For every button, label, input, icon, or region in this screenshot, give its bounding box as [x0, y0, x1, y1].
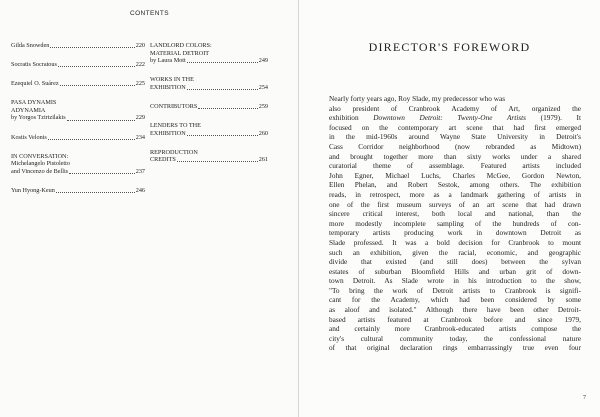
- toc-entry-text: Michelangelo Pistoletto: [11, 160, 70, 168]
- toc-entry-line-with-page: [11, 114, 145, 122]
- toc-entry[interactable]: [11, 153, 145, 176]
- toc-entry-line: [11, 107, 145, 115]
- toc-entry-line: [11, 160, 145, 168]
- right-page: [299, 0, 600, 417]
- toc-page-number: 254: [258, 83, 268, 91]
- body-line: town Detroit. As Slade wrote in his introduction to the show,: [329, 276, 581, 286]
- toc-page-number: 249: [258, 57, 268, 65]
- foreword-title: DIRECTOR'S FOREWORD: [368, 40, 531, 54]
- toc-page-number: 222: [135, 61, 145, 69]
- toc-entry-text: Kostis Velonis: [11, 133, 47, 141]
- toc-leader-dots: [187, 61, 258, 63]
- toc-entry-line-with-page: [11, 134, 145, 142]
- toc-leader-dots: [60, 84, 135, 86]
- body-line: focused on the contemporary art scene that had first emerged: [329, 122, 581, 132]
- toc-entry-text: and Vincenzo de Bellis: [11, 167, 69, 175]
- body-line: estates of suburban Bloomfield Hills and urban grit of down-: [329, 266, 581, 276]
- toc-entry-line: [11, 153, 145, 161]
- toc-entry-text: WORKS IN THE: [150, 76, 194, 84]
- toc-leader-dots: [198, 107, 257, 109]
- toc-page-number: 260: [258, 129, 268, 137]
- toc-entry-line-with-page: [11, 61, 145, 69]
- toc-entry-text: Socratis Socratous: [11, 61, 57, 69]
- body-line: reads, in retrospect, more as a landmark gathering of artists in: [329, 189, 581, 199]
- toc-entry[interactable]: [150, 122, 268, 137]
- exhibition-title-italic: Downtown Detroit: Twenty-One Artists: [373, 113, 527, 123]
- toc-entry-line: [150, 50, 268, 58]
- foreword-body: [329, 94, 581, 353]
- toc-entry-text: IN CONVERSATION:: [11, 152, 69, 160]
- toc-entry-line: [150, 76, 268, 84]
- body-line: Nearly forty years ago, Roy Slade, my predecessor who was: [329, 94, 506, 103]
- left-page: [0, 0, 299, 417]
- body-line: temporary artists producing work in downtown Detroit as: [329, 228, 581, 238]
- toc-entry-text: Yun Hyong-Keun: [11, 186, 55, 194]
- contents-title: CONTENTS: [130, 10, 169, 17]
- toc-entry-line: [150, 42, 268, 50]
- toc-leader-dots: [187, 134, 258, 136]
- toc-leader-dots: [177, 160, 258, 162]
- toc-entry-text: MATERIAL DETROIT: [150, 49, 210, 57]
- body-line: one of the first museum surveys of an art scene that had drawn: [329, 199, 581, 209]
- body-line: divide that existed (and still does) between the sylvan: [329, 257, 581, 267]
- body-line: as aloof and isolated." Although there have been other Detroit-: [329, 305, 581, 315]
- toc-page-number: 259: [258, 102, 268, 110]
- toc-page-number: 229: [135, 114, 145, 122]
- toc-column-2: [150, 42, 268, 175]
- body-line: and brought together more than sixty works under a shared: [329, 151, 581, 161]
- toc-entry-text: CREDITS: [150, 156, 176, 164]
- toc-entry[interactable]: [11, 61, 145, 69]
- toc-leader-dots: [56, 191, 135, 193]
- toc-entry-line: [150, 149, 268, 157]
- page-number: 7: [583, 395, 586, 401]
- toc-page-number: 246: [135, 186, 145, 194]
- toc-entry-text: LANDLORD COLORS:: [150, 42, 212, 49]
- toc-entry-text: PASA DYNAMIS: [11, 99, 57, 107]
- toc-page-number: 234: [135, 133, 145, 141]
- toc-leader-dots: [69, 172, 135, 174]
- toc-entry-line-with-page: [11, 187, 145, 195]
- toc-entry-text: CONTRIBUTORS: [150, 102, 198, 110]
- toc-entry-text: LENDERS TO THE: [150, 122, 201, 130]
- toc-leader-dots: [58, 65, 135, 67]
- body-line: curatorial theme of assemblage. Featured artists included: [329, 161, 581, 171]
- toc-entry[interactable]: [11, 187, 145, 195]
- body-line: and certainly more Cranbrook-educated artists compose the: [329, 324, 581, 334]
- body-line: Ellen Phelan, and Robert Sestok, among others. The exhibition: [329, 180, 581, 190]
- toc-column-1: [11, 42, 145, 206]
- body-line: John Egner, Michael Luchs, Charles McGee, Gordon Newton,: [329, 170, 581, 180]
- body-line: Cass Corridor neighborhood (now rebranded as Midtown): [329, 141, 581, 151]
- body-line: based artists featured at Cranbrook before and since 1979,: [329, 314, 581, 324]
- toc-page-number: 261: [258, 156, 268, 164]
- toc-entry[interactable]: [150, 76, 268, 91]
- toc-entry-line-with-page: [150, 57, 268, 65]
- toc-entry-text: REPRODUCTION: [150, 148, 198, 156]
- toc-page-number: 220: [135, 42, 145, 49]
- toc-page-number: 237: [135, 167, 145, 175]
- toc-entry-line-with-page: [11, 80, 145, 88]
- toc-entry-text: Gilda Snowden: [11, 42, 50, 49]
- toc-entry-text: by Laura Mott: [150, 57, 186, 65]
- toc-entry-line: [150, 122, 268, 130]
- body-line: more modestly incomplete sampling of the hundreds of con-: [329, 218, 581, 228]
- body-line: city's cultural community today, the confessional nature: [329, 333, 581, 343]
- toc-entry[interactable]: [150, 149, 268, 164]
- toc-entry-text: by Yorgos Tzirtzilakis: [11, 114, 66, 122]
- body-line: of that original declaration rings embarrassingly true even four: [329, 343, 581, 353]
- toc-leader-dots: [48, 138, 135, 140]
- body-line: exhibition Downtown Detroit: Twenty-One Artists (1979). It: [329, 113, 581, 123]
- toc-leader-dots: [50, 46, 134, 48]
- toc-entry[interactable]: [11, 134, 145, 142]
- toc-leader-dots: [67, 119, 135, 121]
- body-line: sincere critical interest, both local and national, than the: [329, 209, 581, 219]
- toc-entry[interactable]: [150, 42, 268, 65]
- body-line: such an exhibition, given the racial, economic, and geographic: [329, 247, 581, 257]
- toc-entry-line-with-page: [150, 103, 268, 111]
- body-line: "To bring the work of Detroit artists to Cranbrook is signifi-: [329, 285, 581, 295]
- toc-entry-text: Ezequiel O. Suárez: [11, 80, 59, 88]
- toc-entry[interactable]: [150, 103, 268, 111]
- toc-entry-line-with-page: [150, 130, 268, 138]
- toc-entry-line-with-page: [150, 156, 268, 164]
- body-line: also president of Cranbrook Academy of Art, organized the: [329, 103, 581, 113]
- toc-entry-line-with-page: [11, 168, 145, 176]
- toc-entry-text: EXHIBITION: [150, 129, 186, 137]
- toc-entry-text: ADYNAMIA: [11, 106, 46, 114]
- body-line: cant for the Academy, which had been considered by some: [329, 295, 581, 305]
- toc-leader-dots: [187, 88, 258, 90]
- toc-entry[interactable]: [11, 80, 145, 88]
- toc-entry[interactable]: [11, 42, 145, 50]
- toc-page-number: 225: [135, 80, 145, 88]
- toc-entry-line: [11, 99, 145, 107]
- toc-entry-line-with-page: [150, 84, 268, 92]
- body-line: Slade professed. It was a bold decision for Cranbrook to mount: [329, 237, 581, 247]
- toc-entry-line-with-page: [11, 42, 145, 50]
- toc-entry[interactable]: [11, 99, 145, 122]
- toc-entry-text: EXHIBITION: [150, 83, 186, 91]
- body-line: in the mid-1960s around Wayne State University in Detroit's: [329, 132, 581, 142]
